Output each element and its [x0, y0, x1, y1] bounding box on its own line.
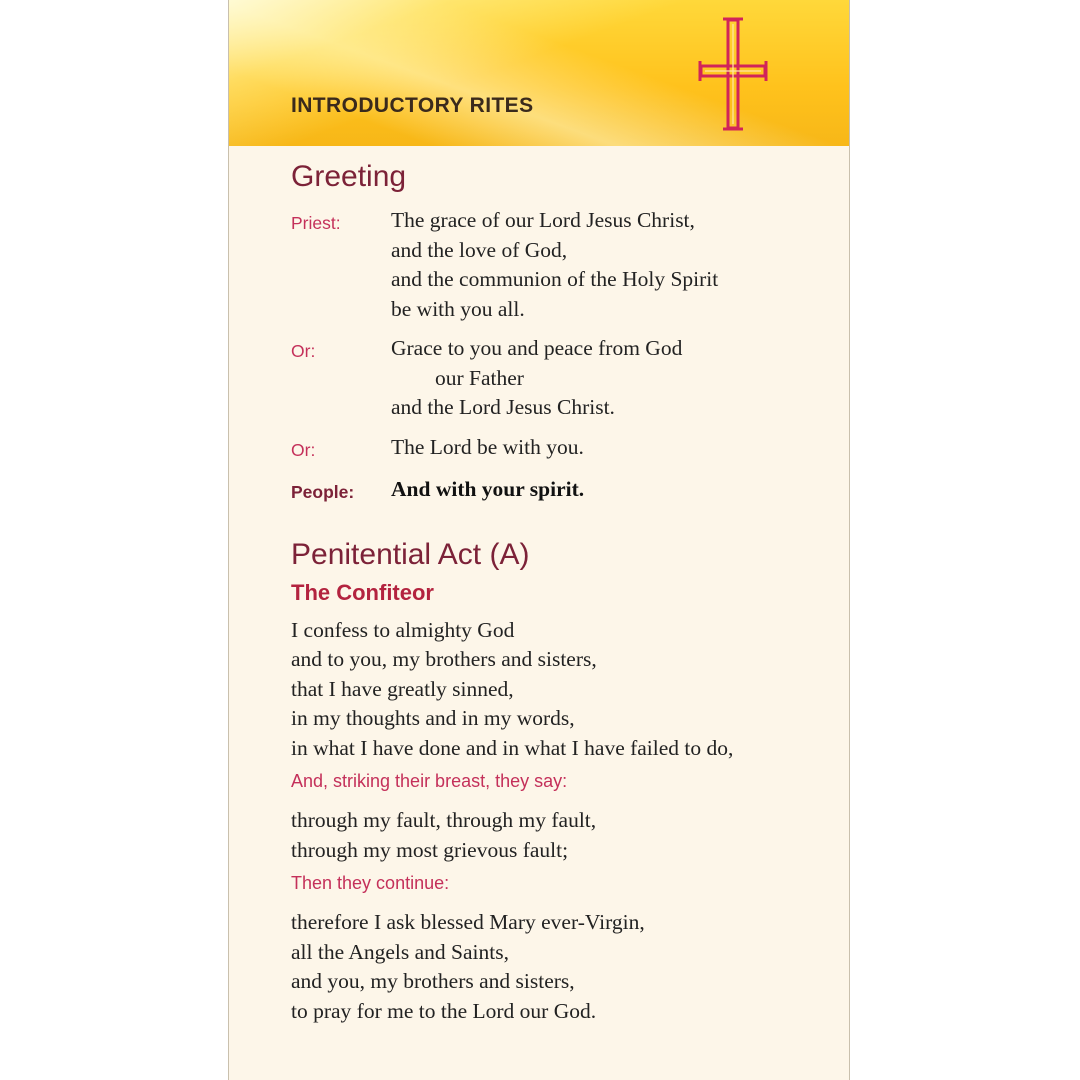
text-line: and you, my brothers and sisters, [291, 969, 575, 993]
speaker-label: People: [291, 482, 355, 502]
spoken-text [391, 334, 682, 423]
text-line: The grace of our Lord Jesus Christ, [391, 208, 695, 232]
rubric-instruction: And, striking their breast, they say: [291, 771, 568, 791]
exchange-priest [291, 206, 831, 324]
text-line: and to you, my brothers and sisters, [291, 647, 597, 671]
prayer-stanza [291, 908, 831, 1026]
text-line: I confess to almighty God [291, 617, 515, 642]
prayer-stanza [291, 616, 831, 764]
spoken-text [391, 206, 718, 324]
exchange-or [291, 334, 831, 423]
text-line: The Lord be with you. [391, 434, 584, 459]
text-line: Grace to you and peace from God [391, 336, 683, 360]
exchange-or-short [291, 433, 831, 466]
text-line: to pray for me to the Lord our God. [291, 998, 597, 1023]
rubric-instruction: Then they continue: [291, 873, 450, 893]
text-line: therefore I ask blessed Mary ever-Virgin, [291, 910, 645, 934]
text-line: and the love of God, [391, 237, 568, 262]
greeting-heading: Greeting [291, 160, 407, 193]
text-line: our Father [435, 365, 524, 390]
text-line: and the communion of the Holy Spirit [391, 267, 719, 291]
speaker-label: Priest: [291, 213, 341, 233]
text-line: that I have greatly sinned, [291, 676, 514, 701]
confiteor-subheading: The Confiteor [291, 579, 434, 605]
spoken-text [391, 433, 584, 466]
cross-icon [697, 16, 769, 132]
prayer-card [228, 0, 850, 1080]
prayer-stanza [291, 806, 831, 865]
card-content [291, 160, 831, 1026]
spoken-text [391, 475, 584, 508]
speaker-label: Or: [291, 341, 316, 361]
text-line: through my fault, through my fault, [291, 808, 597, 832]
text-line: in what I have done and in what I have failed to do, [291, 735, 734, 760]
text-line: all the Angels and Saints, [291, 939, 509, 964]
text-line: and the Lord Jesus Christ. [391, 395, 615, 419]
section-banner [229, 0, 849, 146]
text-line: in my thoughts and in my words, [291, 706, 575, 730]
section-title: INTRODUCTORY RITES [291, 94, 534, 117]
text-line: And with your spirit. [391, 477, 585, 501]
text-line: be with you all. [391, 296, 525, 321]
text-line: through my most grievous fault; [291, 837, 569, 862]
speaker-label: Or: [291, 439, 316, 460]
penitential-heading: Penitential Act (A) [291, 537, 530, 571]
exchange-people [291, 475, 831, 508]
